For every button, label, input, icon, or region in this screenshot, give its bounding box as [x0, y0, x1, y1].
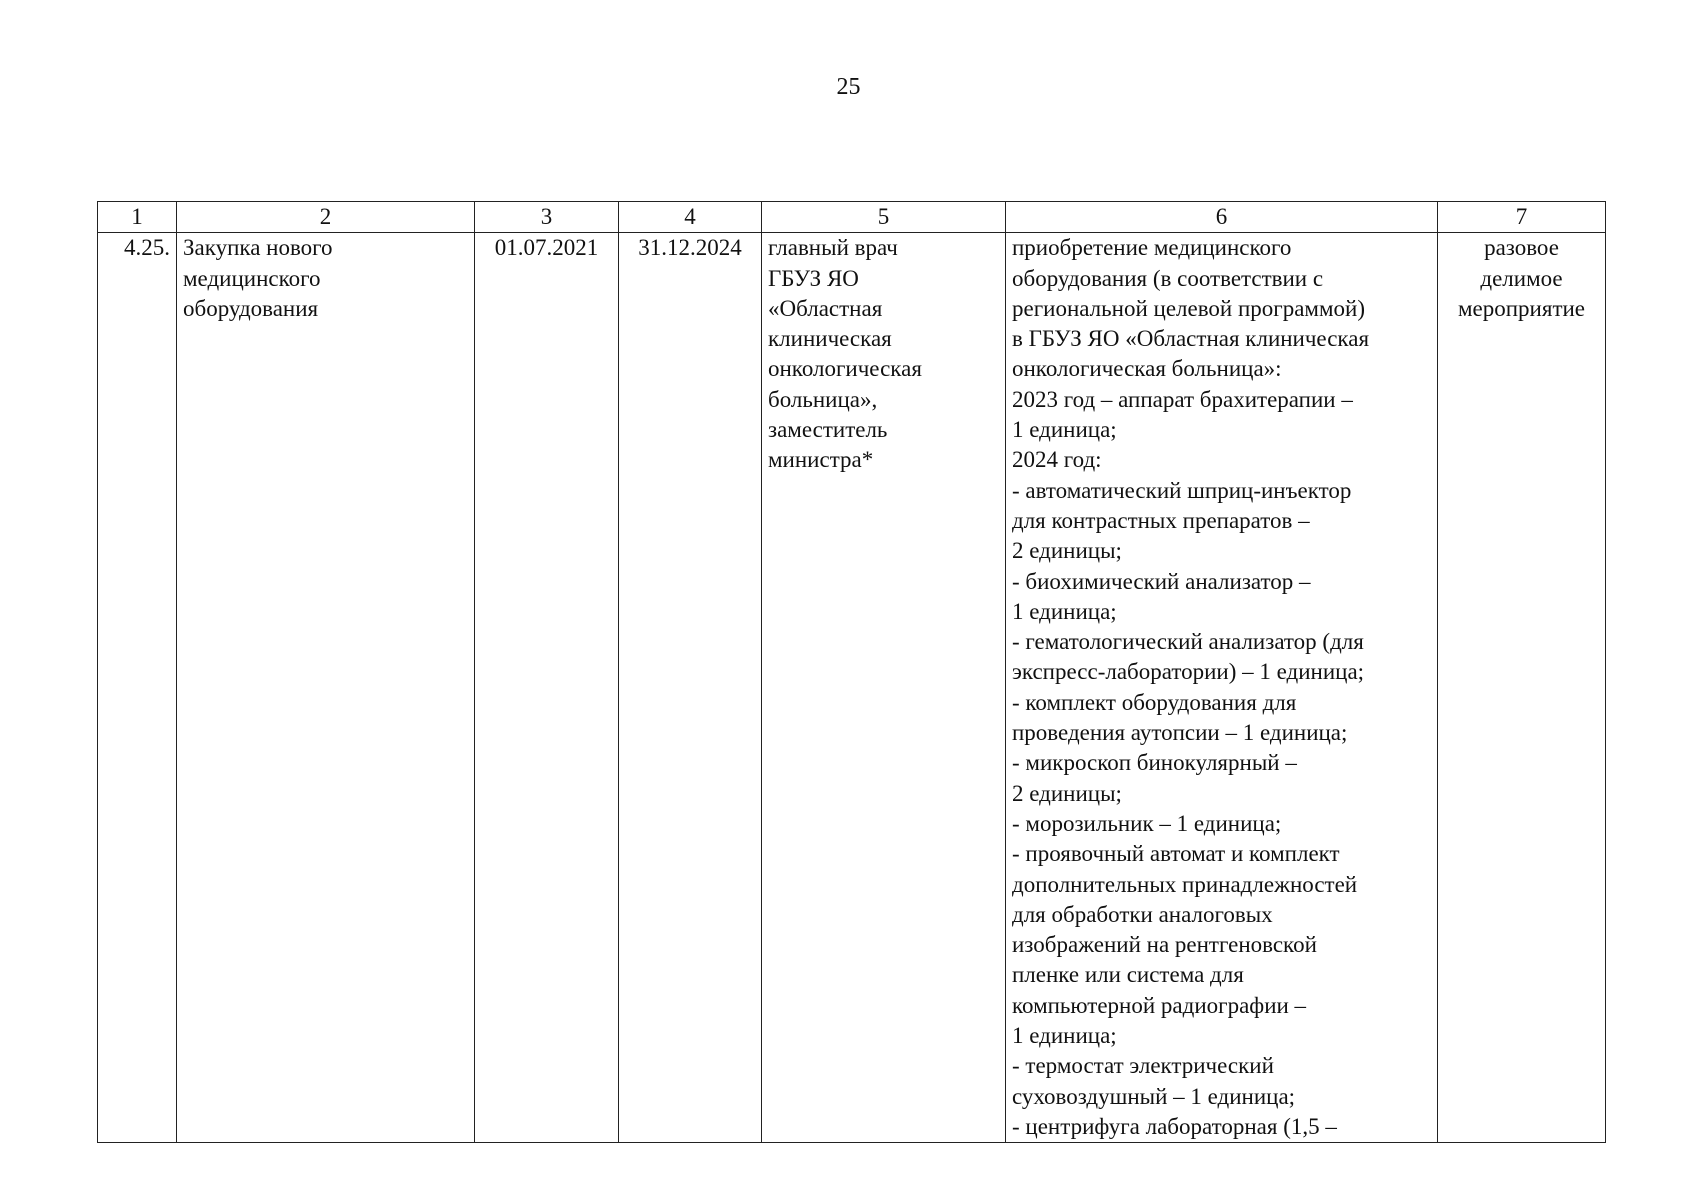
- text-line: изображений на рентгеновской: [1012, 932, 1317, 958]
- text-line: - гематологический анализатор (для: [1012, 629, 1364, 655]
- text-line: оборудования (в соответствии с: [1012, 265, 1324, 291]
- measure-type: [1438, 233, 1606, 1143]
- text-line: региональной целевой программой): [1012, 295, 1365, 321]
- column-header-4: 4: [619, 202, 762, 233]
- text-line: 1 единица;: [1012, 1023, 1117, 1049]
- text-line: 2 единицы;: [1012, 538, 1122, 564]
- text-line: пленке или система для: [1012, 962, 1244, 988]
- text-line: 2 единицы;: [1012, 780, 1122, 806]
- text-line: 2023 год – аппарат брахитерапии –: [1012, 386, 1353, 412]
- measures-table: [97, 201, 1606, 1143]
- text-line: больница»,: [768, 386, 878, 412]
- text-line: экспресс-лаборатории) – 1 единица;: [1012, 659, 1365, 685]
- text-line: заместитель: [768, 417, 888, 443]
- column-number-row: [98, 202, 1606, 233]
- text-line: суховоздушный – 1 единица;: [1012, 1083, 1296, 1109]
- text-line: - микроскоп бинокулярный –: [1012, 750, 1297, 776]
- text-line: онкологическая больница»:: [1012, 356, 1282, 382]
- text-line: оборудования: [183, 295, 319, 321]
- text-line: для обработки аналоговых: [1012, 901, 1273, 927]
- expected-result: [1006, 233, 1438, 1143]
- text-line: приобретение медицинского: [1012, 235, 1292, 261]
- text-line: - центрифуга лабораторная (1,5 –: [1012, 1113, 1337, 1139]
- column-header-5: 5: [762, 202, 1006, 233]
- table-row: [98, 233, 1606, 1143]
- measure-name: [177, 233, 475, 1143]
- text-line: проведения аутопсии – 1 единица;: [1012, 720, 1348, 746]
- text-line: главный врач: [768, 235, 898, 261]
- text-line: министра*: [768, 447, 874, 473]
- text-line: - проявочный автомат и комплект: [1012, 841, 1340, 867]
- text-line: для контрастных препаратов –: [1012, 507, 1310, 533]
- text-line: разовое: [1484, 235, 1559, 261]
- text-line: делимое: [1480, 265, 1563, 291]
- page-number: 25: [836, 74, 861, 100]
- text-line: - биохимический анализатор –: [1012, 568, 1311, 594]
- text-line: 2024 год:: [1012, 447, 1102, 473]
- text-line: онкологическая: [768, 356, 922, 382]
- text-line: медицинского: [183, 265, 321, 291]
- column-header-2: 2: [177, 202, 475, 233]
- text-line: в ГБУЗ ЯО «Областная клиническая: [1012, 326, 1370, 352]
- text-line: «Областная: [768, 295, 883, 321]
- column-header-3: 3: [475, 202, 619, 233]
- start-date: 01.07.2021: [475, 233, 619, 1143]
- text-line: клиническая: [768, 326, 892, 352]
- text-line: - автоматический шприц-инъектор: [1012, 477, 1352, 503]
- text-line: компьютерной радиографии –: [1012, 992, 1307, 1018]
- text-line: - морозильник – 1 единица;: [1012, 810, 1282, 836]
- text-line: - комплект оборудования для: [1012, 689, 1297, 715]
- text-line: Закупка нового: [183, 235, 333, 261]
- text-line: 1 единица;: [1012, 417, 1117, 443]
- row-number: 4.25.: [98, 233, 177, 1143]
- column-header-6: 6: [1006, 202, 1438, 233]
- text-line: мероприятие: [1457, 295, 1586, 321]
- column-header-7: 7: [1438, 202, 1606, 233]
- text-line: 1 единица;: [1012, 598, 1117, 624]
- text-line: - термостат электрический: [1012, 1053, 1274, 1079]
- text-line: дополнительных принадлежностей: [1012, 871, 1358, 897]
- text-line: ГБУЗ ЯО: [768, 265, 859, 291]
- column-header-1: 1: [98, 202, 177, 233]
- end-date: 31.12.2024: [619, 233, 762, 1143]
- responsible-executor: [762, 233, 1006, 1143]
